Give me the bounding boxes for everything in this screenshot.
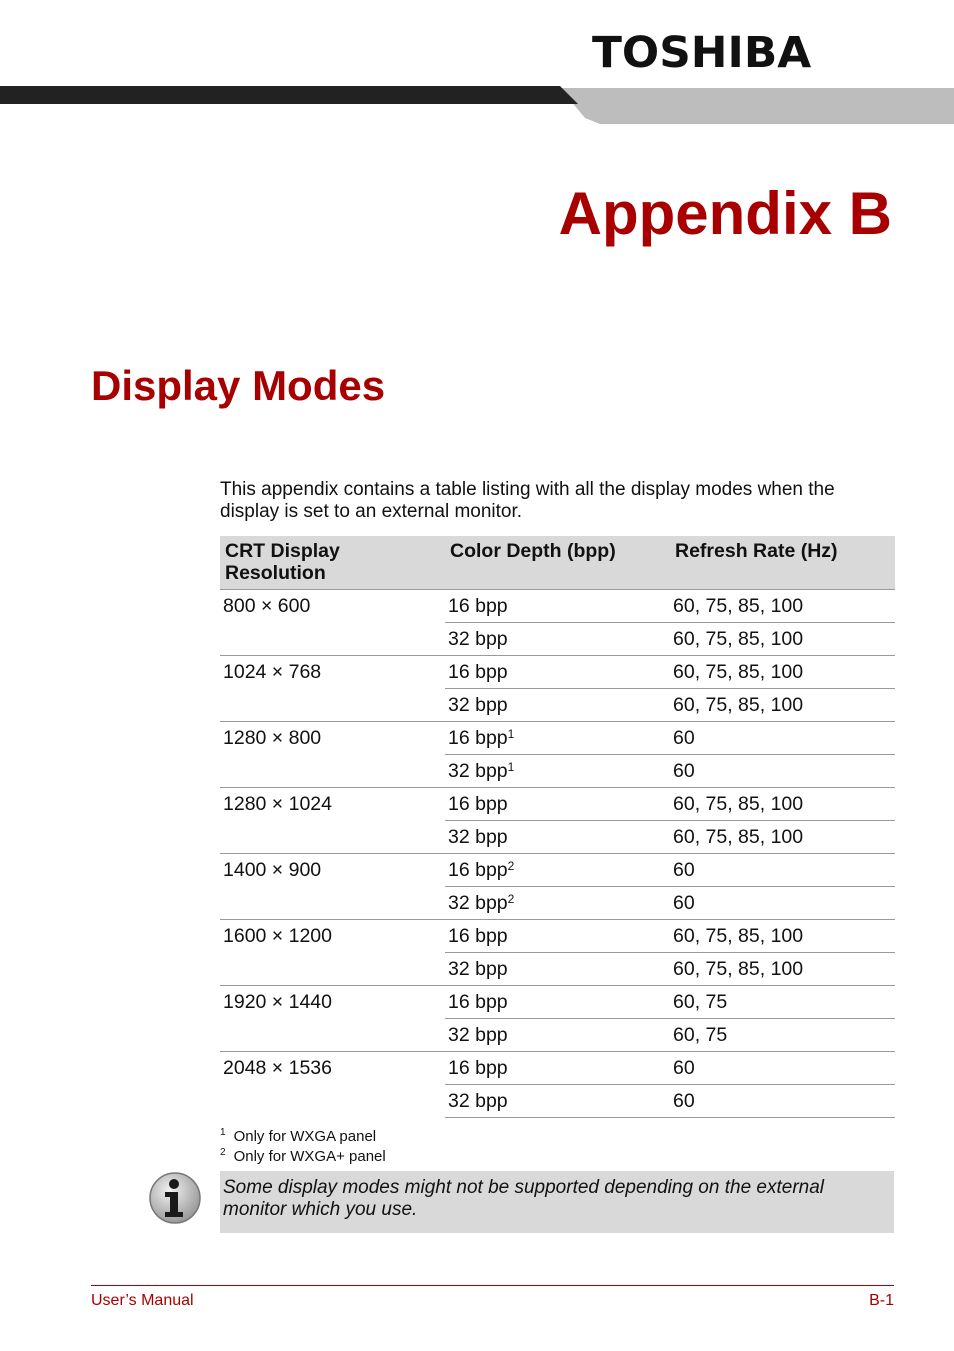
refresh-rate-cell: 60, 75: [670, 1019, 895, 1052]
intro-paragraph: This appendix contains a table listing with all the display modes when the display is set to an external monitor.: [220, 479, 835, 522]
resolution-cell: 800 × 600: [220, 590, 445, 656]
color-depth-value: 32 bpp: [448, 1024, 508, 1046]
footer-rule: [91, 1285, 894, 1286]
color-depth-value: 16 bpp: [448, 991, 508, 1013]
resolution-cell: 1400 × 900: [220, 854, 445, 920]
footnote-mark: 1: [220, 1127, 226, 1138]
refresh-rate-cell: 60: [670, 854, 895, 887]
table-row: [220, 920, 895, 953]
color-depth-value: 32 bpp: [448, 826, 508, 848]
refresh-rate-cell: 60: [670, 887, 895, 920]
refresh-rate-cell: 60, 75, 85, 100: [670, 656, 895, 689]
footnotes: [220, 1124, 386, 1164]
header-band-dark: [0, 86, 578, 104]
footnote: [220, 1144, 386, 1164]
color-depth-value: 32 bpp: [448, 694, 508, 716]
color-depth-cell: [445, 986, 670, 1019]
resolution-cell: 1280 × 800: [220, 722, 445, 788]
color-depth-value: 32 bpp: [448, 892, 508, 914]
color-depth-cell: [445, 887, 670, 920]
column-header-refresh-rate: Refresh Rate (Hz): [670, 536, 895, 590]
refresh-rate-cell: 60: [670, 1052, 895, 1085]
footnote-mark: 2: [220, 1147, 226, 1158]
color-depth-value: 32 bpp: [448, 958, 508, 980]
header-band-light: [560, 88, 954, 124]
refresh-rate-cell: 60, 75, 85, 100: [670, 590, 895, 623]
refresh-rate-cell: 60, 75, 85, 100: [670, 623, 895, 656]
table-row: [220, 656, 895, 689]
footnote-ref: 1: [507, 727, 515, 741]
table-header-row: [220, 536, 895, 590]
color-depth-value: 16 bpp: [448, 661, 508, 683]
table-row: [220, 788, 895, 821]
note-box: Some display modes might not be supported depending on the external monitor which you use.: [220, 1171, 894, 1233]
table-row: [220, 590, 895, 623]
refresh-rate-cell: 60: [670, 1085, 895, 1118]
color-depth-cell: [445, 656, 670, 689]
color-depth-value: 16 bpp: [448, 793, 508, 815]
color-depth-value: 16 bpp: [448, 595, 508, 617]
color-depth-cell: [445, 1052, 670, 1085]
color-depth-cell: [445, 920, 670, 953]
resolution-cell: 1280 × 1024: [220, 788, 445, 854]
header-band: [0, 84, 954, 126]
color-depth-cell: [445, 821, 670, 854]
refresh-rate-cell: 60, 75: [670, 986, 895, 1019]
toshiba-logo: TOSHIBA: [592, 28, 812, 78]
footnote-ref: 1: [507, 760, 515, 774]
color-depth-cell: [445, 755, 670, 788]
color-depth-cell: [445, 590, 670, 623]
resolution-cell: 1600 × 1200: [220, 920, 445, 986]
color-depth-value: 32 bpp: [448, 628, 508, 650]
display-modes-table: [220, 536, 895, 1118]
color-depth-value: 16 bpp: [448, 727, 508, 749]
color-depth-cell: [445, 623, 670, 656]
color-depth-cell: [445, 788, 670, 821]
color-depth-value: 16 bpp: [448, 925, 508, 947]
footnote-ref: 2: [507, 859, 515, 873]
table-row: [220, 986, 895, 1019]
color-depth-cell: [445, 722, 670, 755]
refresh-rate-cell: 60, 75, 85, 100: [670, 788, 895, 821]
column-header-color-depth: Color Depth (bpp): [445, 536, 670, 590]
resolution-cell: 2048 × 1536: [220, 1052, 445, 1118]
resolution-cell: 1920 × 1440: [220, 986, 445, 1052]
color-depth-value: 32 bpp: [448, 1090, 508, 1112]
refresh-rate-cell: 60, 75, 85, 100: [670, 920, 895, 953]
refresh-rate-cell: 60, 75, 85, 100: [670, 689, 895, 722]
color-depth-value: 16 bpp: [448, 859, 508, 881]
refresh-rate-cell: 60, 75, 85, 100: [670, 953, 895, 986]
color-depth-cell: [445, 953, 670, 986]
footnote-text: Only for WXGA+ panel: [233, 1148, 386, 1165]
color-depth-cell: [445, 854, 670, 887]
table-row: [220, 854, 895, 887]
refresh-rate-cell: 60, 75, 85, 100: [670, 821, 895, 854]
info-icon: [148, 1171, 202, 1225]
color-depth-value: 32 bpp: [448, 760, 508, 782]
refresh-rate-cell: 60: [670, 722, 895, 755]
color-depth-cell: [445, 1019, 670, 1052]
color-depth-value: 16 bpp: [448, 1057, 508, 1079]
column-header-resolution: CRT Display Resolution: [220, 536, 445, 590]
footer-manual-title: User’s Manual: [91, 1292, 194, 1309]
color-depth-cell: [445, 689, 670, 722]
refresh-rate-cell: 60: [670, 755, 895, 788]
footnote: [220, 1124, 386, 1144]
table-row: [220, 1052, 895, 1085]
footnote-text: Only for WXGA panel: [233, 1128, 377, 1145]
resolution-cell: 1024 × 768: [220, 656, 445, 722]
footer-page-number: B-1: [869, 1292, 894, 1309]
table-body: [220, 590, 895, 1118]
color-depth-cell: [445, 1085, 670, 1118]
section-title: Display Modes: [91, 362, 386, 409]
chapter-title: Appendix B: [558, 180, 892, 247]
footnote-ref: 2: [507, 892, 515, 906]
table-row: [220, 722, 895, 755]
